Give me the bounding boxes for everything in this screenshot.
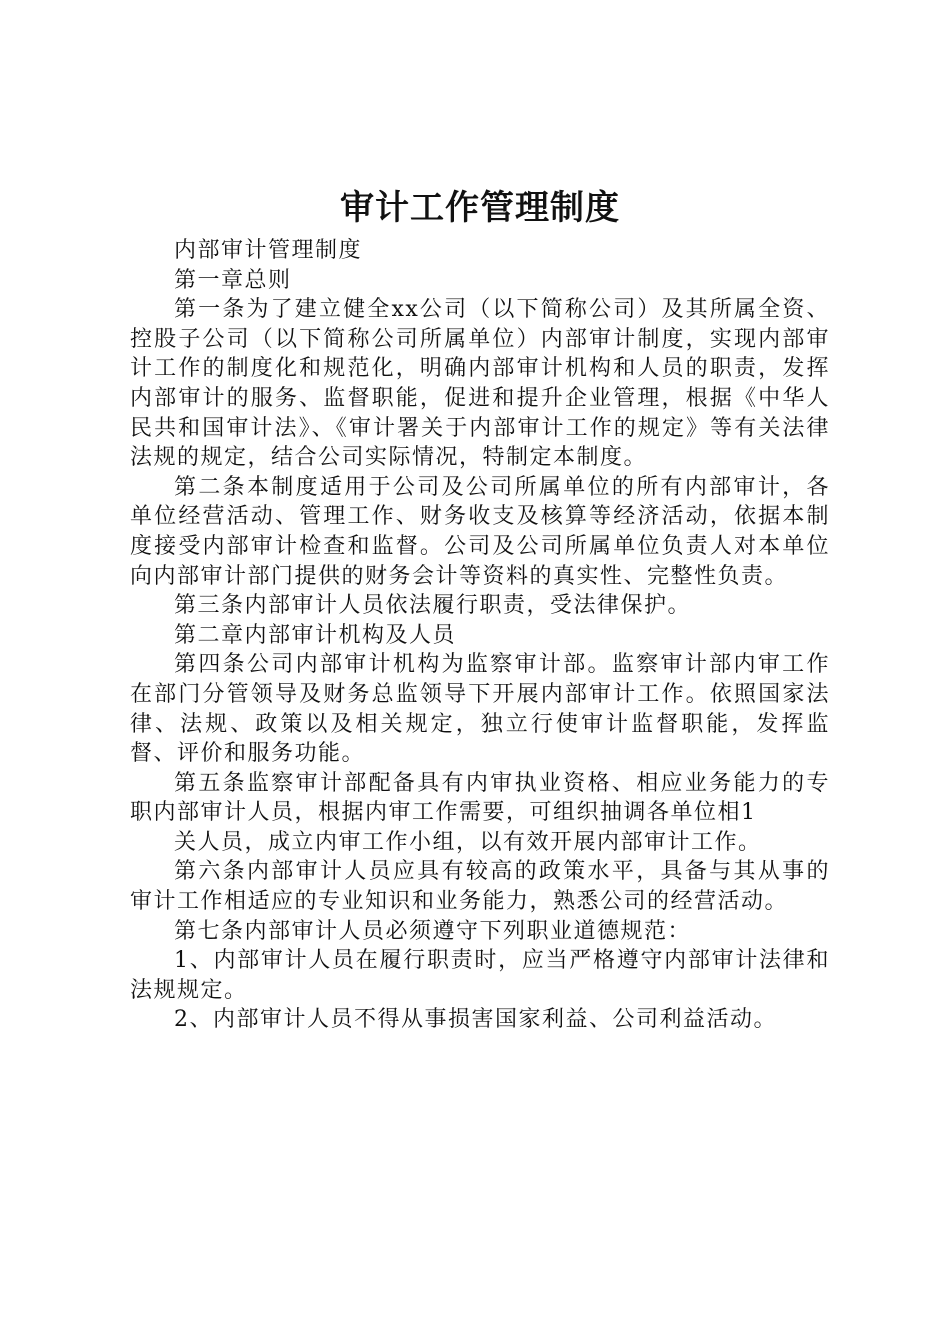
document-title: 审计工作管理制度: [340, 188, 620, 228]
paragraph-item-2: 2、内部审计人员不得从事损害国家利益、公司利益活动。: [174, 1007, 777, 1033]
paragraph-article-5: 第五条监察审计部配备具有内审执业资格、相应业务能力的专职内部审计人员，根据内审工作需要，可组织抽调各单位相1: [130, 770, 830, 826]
paragraph-chapter-2: 第二章内部审计机构及人员: [174, 622, 457, 648]
paragraph-article-5-continued: 关人员，成立内审工作小组，以有效开展内部审计工作。: [174, 829, 762, 855]
paragraph-item-1: 1、内部审计人员在履行职责时，应当严格遵守内部审计法律和法规规定。: [130, 948, 830, 1003]
paragraph-article-3: 第三条内部审计人员依法履行职责，受法律保护。: [174, 593, 692, 619]
paragraph-chapter-1: 第一章总则: [174, 267, 292, 293]
paragraph-article-4: 第四条公司内部审计机构为监察审计部。监察审计部内审工作在部门分管领导及财务总监领导下开展内部审计工作。依照国家法律、法规、政策以及相关规定，独立行使审计监督职能，发挥监督、评价和服务功能。: [130, 652, 830, 767]
document-page: [130, 184, 830, 1035]
paragraph-article-1: 第一条为了建立健全xx公司（以下简称公司）及其所属全资、控股子公司（以下简称公司所属单位）内部审计制度，实现内部审计工作的制度化和规范化，明确内部审计机构和人员的职责，发挥内部审计的服务、监督职能，促进和提升企业管理，根据《中华人民共和国审计法》、《审计署关于内部审计工作的规定》等有关法律法规的规定，结合公司实际情况，特制定本制度。: [130, 297, 830, 471]
paragraph-article-7: 第七条内部审计人员必须遵守下列职业道德规范：: [174, 918, 692, 944]
paragraph-article-2: 第二条本制度适用于公司及公司所属单位的所有内部审计，各单位经营活动、管理工作、财务收支及核算等经济活动，依据本制度接受内部审计检查和监督。公司及公司所属单位负责人对本单位向内部审计部门提供的财务会计等资料的真实性、完整性负责。: [130, 474, 830, 589]
paragraph-article-6: 第六条内部审计人员应具有较高的政策水平，具备与其从事的审计工作相适应的专业知识和业务能力，熟悉公司的经营活动。: [130, 859, 830, 915]
paragraph-subtitle: 内部审计管理制度: [174, 238, 363, 263]
